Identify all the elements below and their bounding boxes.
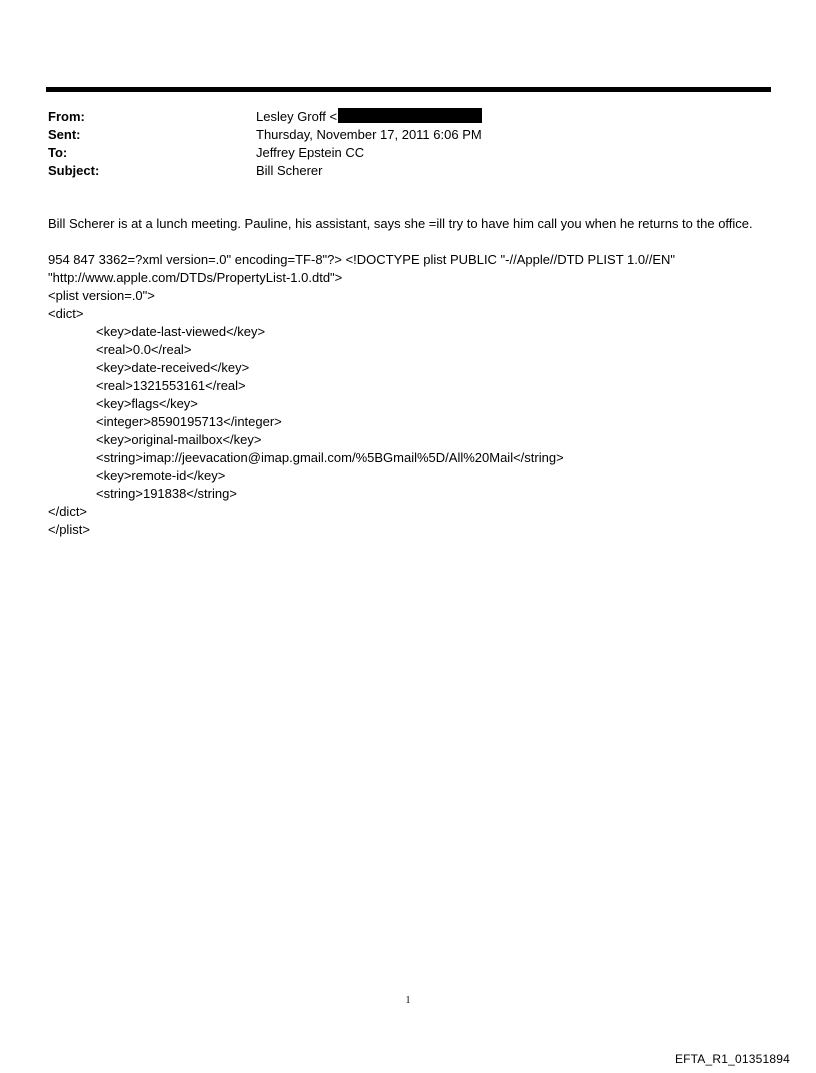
dict-line: <key>date-last-viewed</key> xyxy=(96,324,266,339)
dict-line: <string>imap://jeevacation@imap.gmail.com/%5BGmail%5D/All%20Mail</string> xyxy=(96,450,564,465)
email-header xyxy=(48,108,768,180)
sent-row xyxy=(48,126,768,144)
dict-line: <string>191838</string> xyxy=(96,486,237,501)
sent-value: Thursday, November 17, 2011 6:06 PM xyxy=(256,127,482,142)
plist-line: <plist version=.0"> xyxy=(48,288,155,303)
sent-label: Sent: xyxy=(48,127,81,142)
to-label: To: xyxy=(48,145,68,160)
to-value: Jeffrey Epstein CC xyxy=(256,145,365,160)
from-row xyxy=(48,108,768,126)
to-row xyxy=(48,144,768,162)
from-sender: Lesley Groff < xyxy=(256,109,338,124)
paragraph-gap xyxy=(48,233,763,251)
plist-line: "http://www.apple.com/DTDs/PropertyList-1.0.dtd"> xyxy=(48,270,343,285)
page-number: 1 xyxy=(405,995,411,1006)
dict-line: <key>date-received</key> xyxy=(96,360,250,375)
from-value xyxy=(256,108,768,126)
header-divider xyxy=(46,87,771,92)
plist-closing-line: </plist> xyxy=(48,522,90,537)
email-body xyxy=(48,215,763,539)
redaction-box xyxy=(338,108,482,123)
bates-number: EFTA_R1_01351894 xyxy=(674,1052,790,1066)
dict-line: <key>remote-id</key> xyxy=(96,468,226,483)
dict-line: <real>0.0</real> xyxy=(96,342,192,357)
plist-closing-line: </dict> xyxy=(48,504,88,519)
dict-line: <key>flags</key> xyxy=(96,396,198,411)
body-paragraph: Bill Scherer is at a lunch meeting. Pauline, his assistant, says she =ill try to have him call you when he returns to the office. xyxy=(48,216,753,231)
plist-line: <dict> xyxy=(48,306,84,321)
from-label: From: xyxy=(48,109,85,124)
dict-line: <real>1321553161</real> xyxy=(96,378,246,393)
plist-line: 954 847 3362=?xml version=.0" encoding=TF-8"?> <!DOCTYPE plist PUBLIC "-//Apple//DTD PLIST 1.0//EN" xyxy=(48,252,675,267)
subject-label: Subject: xyxy=(48,163,100,178)
dict-line: <integer>8590195713</integer> xyxy=(96,414,282,429)
dict-line: <key>original-mailbox</key> xyxy=(96,432,262,447)
subject-row xyxy=(48,162,768,180)
subject-value: Bill Scherer xyxy=(256,163,323,178)
